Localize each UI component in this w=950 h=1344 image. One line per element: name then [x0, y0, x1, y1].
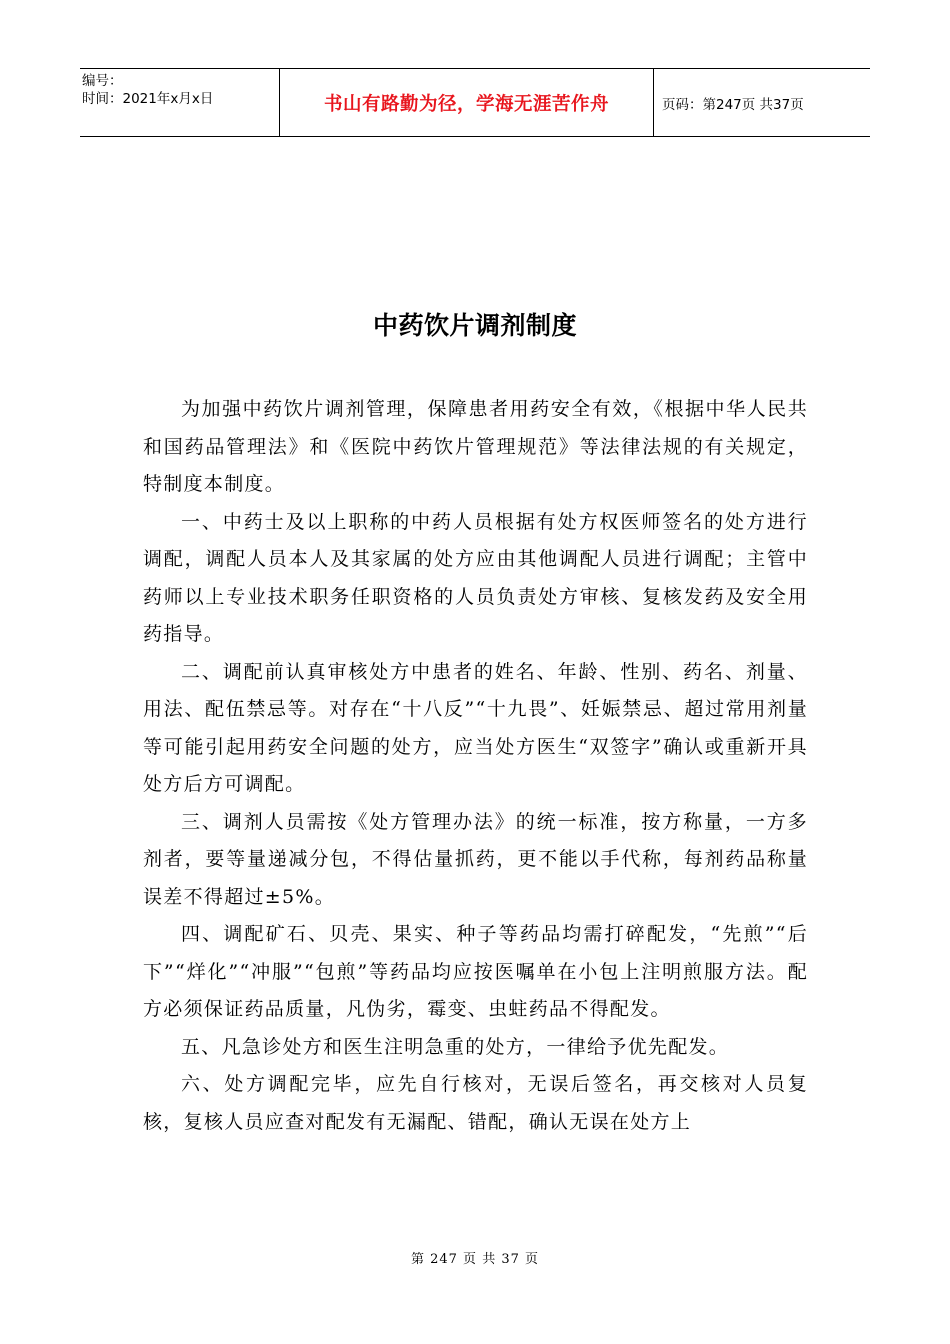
paragraph-1: 一、中药士及以上职称的中药人员根据有处方权医师签名的处方进行调配，调配人员本人及其家属的处方应由其他调配人员进行调配；主管中药师以上专业技术职务任职资格的人员负责处方审核、复核发药及安全用药指导。 — [143, 510, 808, 645]
paragraph-intro: 为加强中药饮片调剂管理，保障患者用药安全有效，《根据中华人民共和国药品管理法》和《医院中药饮片管理规范》等法律法规的有关规定，特制度本制度。 — [143, 398, 808, 495]
time-label: 时间：2021年x月x日 — [82, 91, 214, 107]
paragraph-5: 五、凡急诊处方和医生注明急重的处方，一律给予优先配发。 — [181, 1035, 730, 1058]
paragraph-2: 二、调配前认真审核处方中患者的姓名、年龄、性别、药名、剂量、用法、配伍禁忌等。对存在“十八反”“十九畏”、妊娠禁忌、超过常用剂量等可能引起用药安全问题的处方，应当处方医生“双签字”确认或重新开具处方后方可调配。 — [143, 660, 808, 795]
paragraph-3: 三、调剂人员需按《处方管理办法》的统一标准，按方称量，一方多剂者，要等量递减分包，不得估量抓药，更不能以手代称，每剂药品称量误差不得超过±5%。 — [143, 810, 808, 908]
page-footer: 第 247 页 共 37 页 — [410, 1252, 540, 1267]
motto-text: 书山有路勤为径，学海无涯苦作舟 — [323, 93, 609, 115]
paragraph-6: 六、处方调配完毕，应先自行核对，无误后签名，再交核对人员复核，复核人员应查对配发有无漏配、错配，确认无误在处方上 — [143, 1073, 808, 1133]
document-header — [80, 68, 870, 137]
header-motto-cell — [280, 69, 654, 136]
document-title: 中药饮片调剂制度 — [372, 311, 577, 340]
document-body — [143, 391, 808, 1141]
page-info: 页码：第247页 共37页 — [662, 96, 804, 113]
number-label: 编号： — [82, 73, 123, 89]
header-page-cell — [654, 69, 870, 136]
paragraph-4: 四、调配矿石、贝壳、果实、种子等药品均需打碎配发，“先煎”“后下”“烊化”“冲服”“包煎”等药品均应按医嘱单在小包上注明煎服方法。配方必须保证药品质量，凡伪劣，霉变、虫蛀药品不得配发。 — [143, 923, 808, 1020]
header-meta-cell — [80, 69, 280, 136]
